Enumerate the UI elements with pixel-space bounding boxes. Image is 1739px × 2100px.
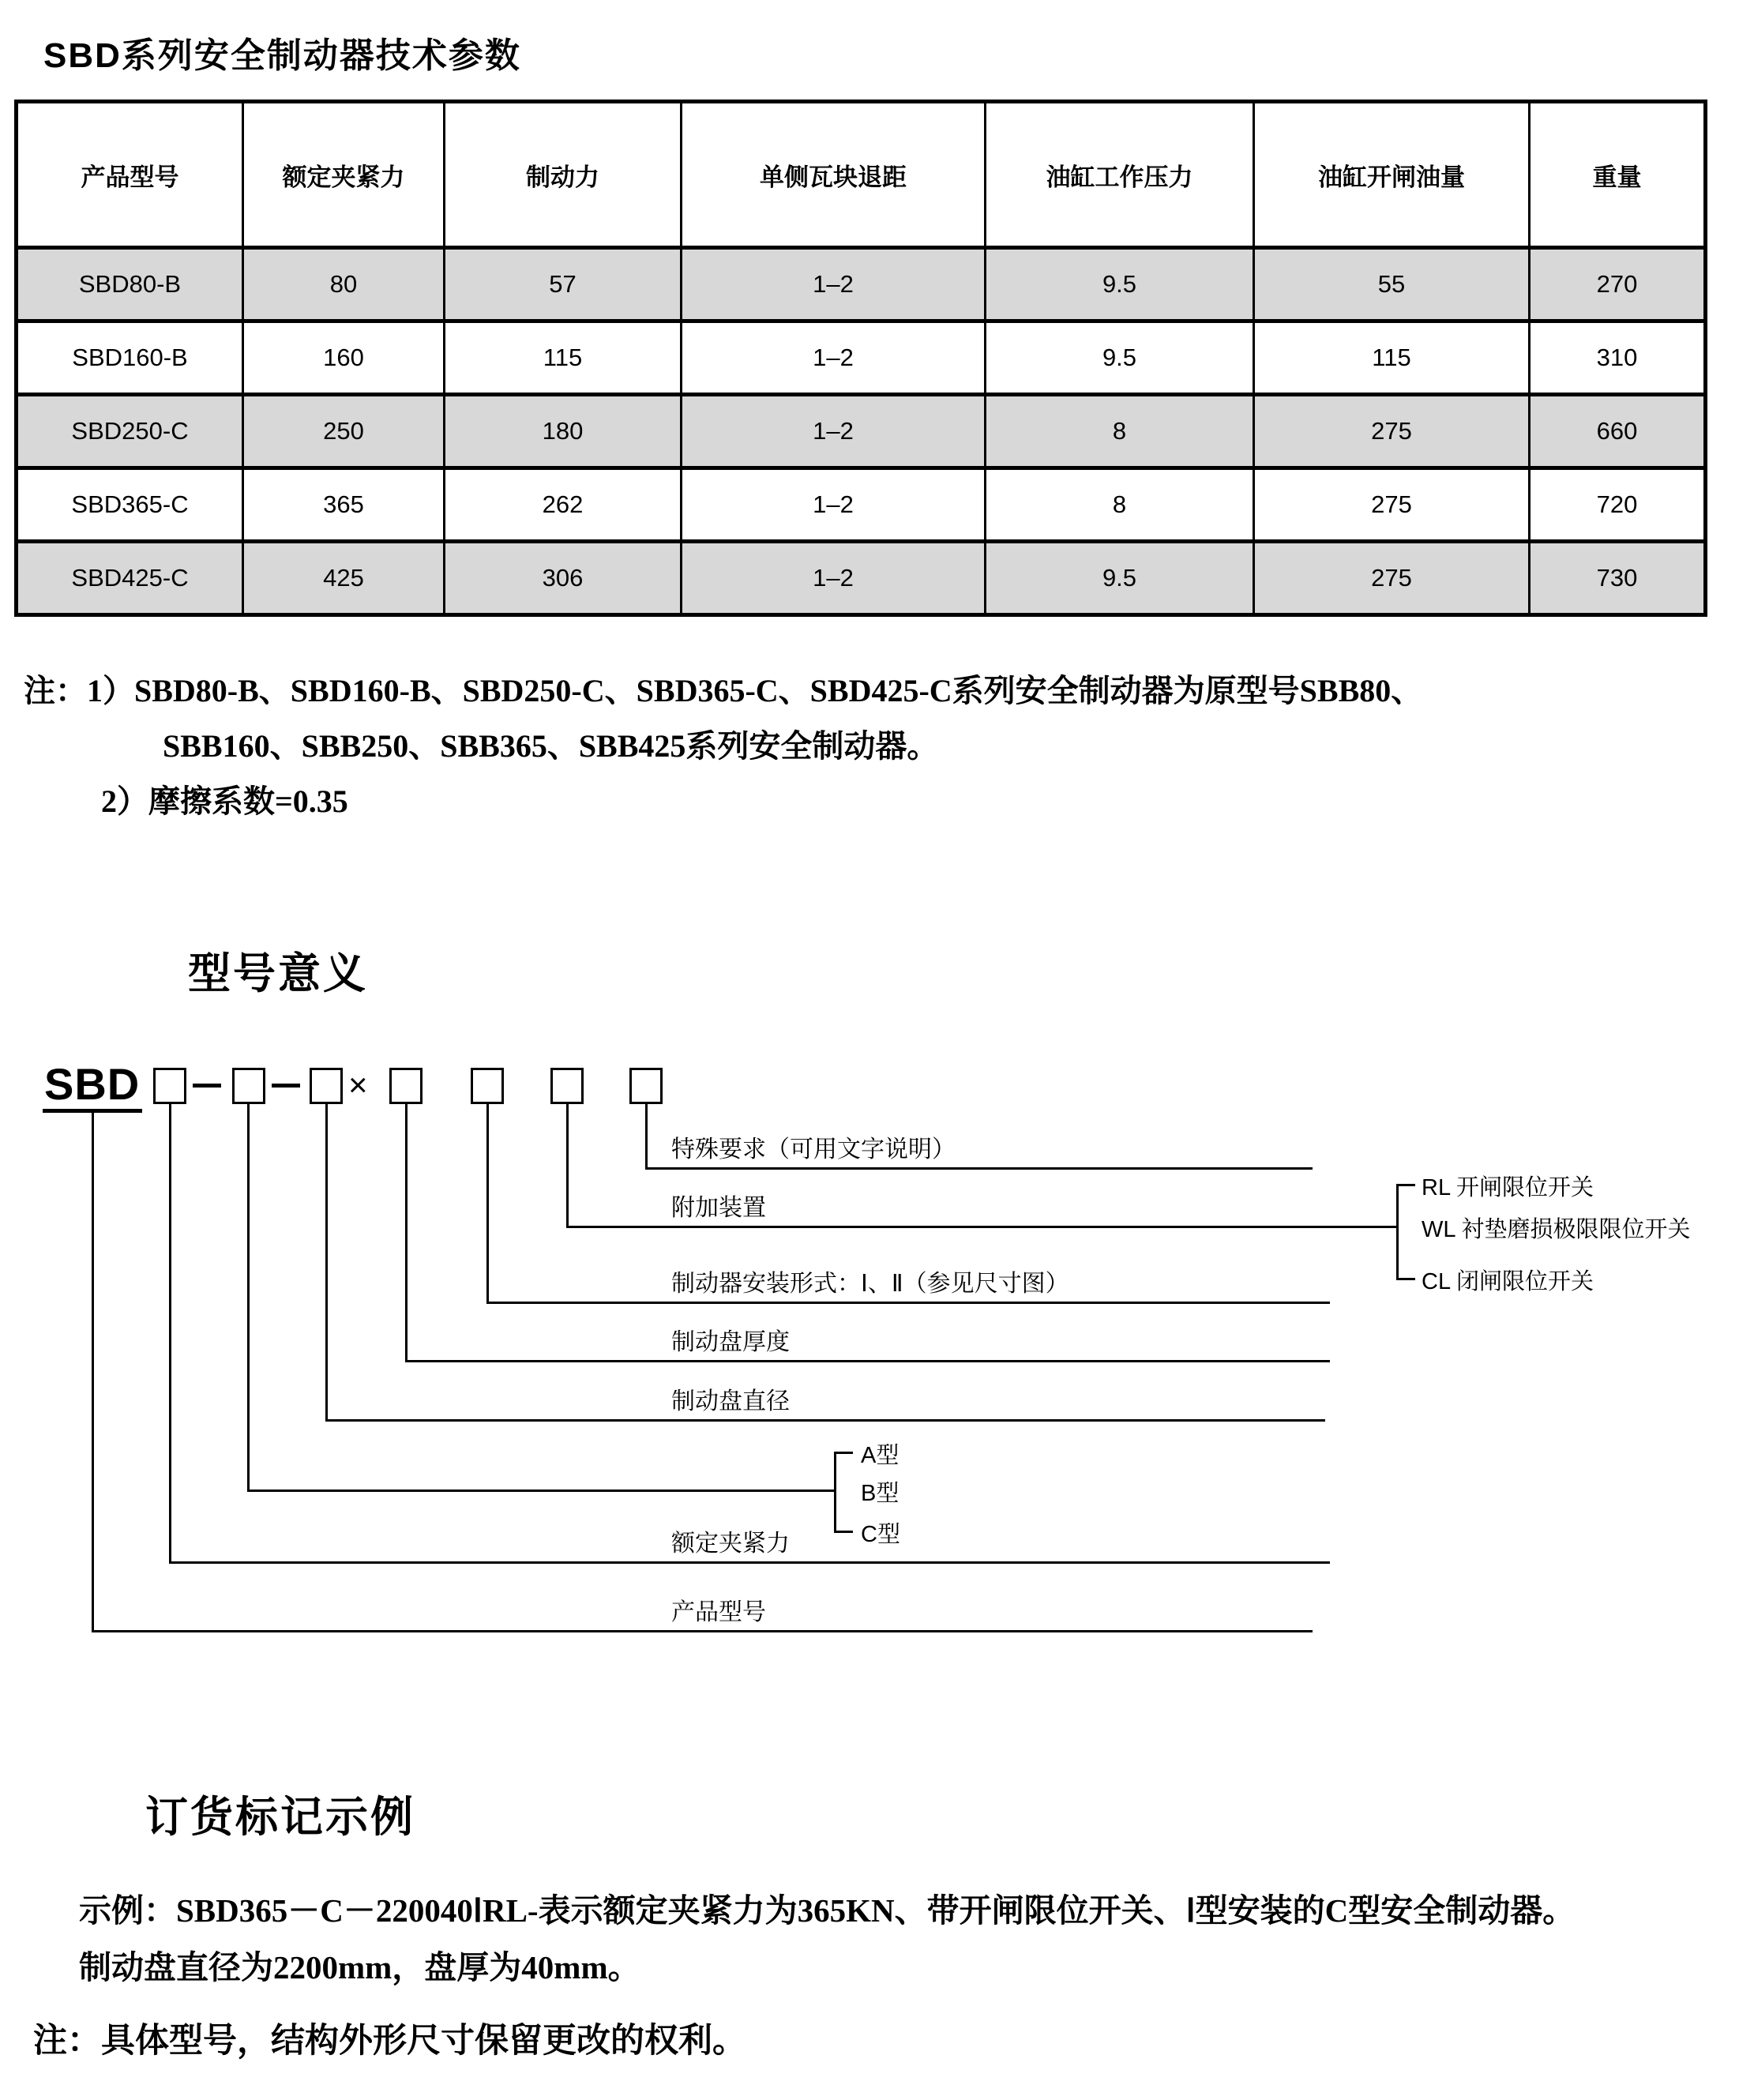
label-thickness: 制动盘厚度	[671, 1329, 790, 1355]
label-type-a: A型	[861, 1443, 900, 1468]
table-cell: 180	[445, 395, 682, 468]
table-cell: SBD250-C	[17, 395, 243, 468]
drop-line-clamping-force	[169, 1102, 171, 1563]
multiply-sign: ×	[348, 1066, 368, 1103]
table-cell: 365	[243, 468, 445, 542]
label-line-product	[92, 1630, 1313, 1632]
label-line-special	[645, 1167, 1313, 1170]
label-switch-wl: WL 衬垫磨损极限限位开关	[1422, 1217, 1691, 1242]
code-dash-2	[272, 1084, 300, 1088]
page-title: SBD系列安全制动器技术参数	[43, 36, 521, 75]
footer-note: 注：具体型号，结构外形尺寸保留更改的权利。	[33, 2023, 746, 2060]
label-product: 产品型号	[671, 1599, 766, 1625]
type-tick-a	[834, 1452, 853, 1454]
table-cell: 57	[445, 248, 682, 321]
table-note-line1: 注：1）SBD80-B、SBD160-B、SBD250-C、SBD365-C、SBD425-C系列安全制动器为原型号SBB80、	[24, 673, 1423, 708]
drop-line-special	[645, 1102, 648, 1169]
table-cell: 310	[1530, 321, 1706, 395]
spec-table	[14, 100, 1707, 617]
header-cell: 制动力	[445, 102, 682, 248]
table-cell: SBD425-C	[17, 542, 243, 615]
header-cell: 额定夹紧力	[243, 102, 445, 248]
table-cell: 1–2	[682, 321, 986, 395]
table-cell: 9.5	[986, 321, 1254, 395]
table-cell: 160	[243, 321, 445, 395]
switch-tick-cl	[1396, 1278, 1415, 1280]
table-cell: 80	[243, 248, 445, 321]
table-row	[17, 468, 1706, 542]
table-cell: 115	[445, 321, 682, 395]
table-row	[17, 321, 1706, 395]
code-box-4	[389, 1068, 423, 1104]
label-type-b: B型	[861, 1481, 900, 1506]
code-box-3	[310, 1068, 343, 1104]
table-cell: 270	[1530, 248, 1706, 321]
label-line-mounting	[486, 1302, 1330, 1304]
table-cell: 720	[1530, 468, 1706, 542]
table-cell: 660	[1530, 395, 1706, 468]
table-note-line3: 2）摩擦系数=0.35	[101, 783, 348, 819]
table-cell: 8	[986, 468, 1254, 542]
label-line-clamping	[169, 1561, 1330, 1564]
table-cell: 9.5	[986, 248, 1254, 321]
label-line-type	[247, 1490, 836, 1492]
ordering-example-line1: 示例：SBD365－C－220040ⅠRL-表示额定夹紧力为365KN、带开闸限位开关、Ⅰ型安装的C型安全制动器。	[79, 1892, 1576, 1929]
drop-line-product-model	[92, 1113, 94, 1632]
table-cell: 115	[1254, 321, 1530, 395]
table-cell: 262	[445, 468, 682, 542]
label-line-diameter	[325, 1419, 1325, 1422]
header-cell: 产品型号	[17, 102, 243, 248]
label-mounting: 制动器安装形式：Ⅰ、Ⅱ（参见尺寸图）	[671, 1271, 1069, 1297]
table-cell: 1–2	[682, 542, 986, 615]
table-cell: 8	[986, 395, 1254, 468]
table-cell: 275	[1254, 542, 1530, 615]
model-prefix: SBD	[44, 1059, 141, 1109]
label-line-additional	[566, 1226, 1398, 1228]
header-cell: 重量	[1530, 102, 1706, 248]
code-dash-1	[193, 1084, 221, 1088]
drop-line-additional	[566, 1102, 569, 1227]
type-tick-c	[834, 1531, 853, 1533]
table-cell: 1–2	[682, 468, 986, 542]
table-cell: SBD365-C	[17, 468, 243, 542]
table-cell: 730	[1530, 542, 1706, 615]
code-box-1	[153, 1068, 186, 1104]
label-additional: 附加装置	[671, 1195, 766, 1221]
header-cell: 油缸开闸油量	[1254, 102, 1530, 248]
switch-bracket-line	[1396, 1184, 1399, 1280]
code-box-6	[550, 1068, 584, 1104]
table-cell: 1–2	[682, 248, 986, 321]
drop-line-disc-thickness	[405, 1102, 408, 1362]
type-bracket-line	[834, 1452, 836, 1533]
table-cell: SBD160-B	[17, 321, 243, 395]
table-cell: 55	[1254, 248, 1530, 321]
label-switch-rl: RL 开闸限位开关	[1422, 1175, 1594, 1200]
drop-line-disc-diameter	[325, 1102, 328, 1421]
table-row	[17, 395, 1706, 468]
table-cell: 250	[243, 395, 445, 468]
ordering-example-line2: 制动盘直径为2200mm，盘厚为40mm。	[79, 1949, 640, 1985]
table-row	[17, 542, 1706, 615]
header-cell: 单侧瓦块退距	[682, 102, 986, 248]
model-meaning-heading: 型号意义	[188, 950, 368, 997]
table-note-line2: SBB160、SBB250、SBB365、SBB425系列安全制动器。	[163, 728, 939, 764]
label-switch-cl: CL 闭闸限位开关	[1422, 1269, 1594, 1294]
table-cell: 275	[1254, 395, 1530, 468]
label-clamping: 额定夹紧力	[671, 1531, 790, 1557]
table-cell: 425	[243, 542, 445, 615]
table-row	[17, 248, 1706, 321]
table-cell: SBD80-B	[17, 248, 243, 321]
code-box-5	[471, 1068, 504, 1104]
header-cell: 油缸工作压力	[986, 102, 1254, 248]
table-cell: 9.5	[986, 542, 1254, 615]
ordering-heading: 订货标记示例	[145, 1794, 415, 1841]
table-cell: 275	[1254, 468, 1530, 542]
label-special: 特殊要求（可用文字说明）	[671, 1136, 956, 1163]
drop-line-mounting	[486, 1102, 489, 1303]
header-row	[17, 102, 1706, 248]
table-cell: 306	[445, 542, 682, 615]
table-cell: 1–2	[682, 395, 986, 468]
label-type-c: C型	[861, 1522, 900, 1547]
label-line-thickness	[405, 1360, 1330, 1362]
code-box-2	[232, 1068, 265, 1104]
code-box-7	[629, 1068, 663, 1104]
label-diameter: 制动盘直径	[671, 1388, 790, 1414]
switch-tick-rl	[1396, 1184, 1415, 1186]
drop-line-type	[247, 1102, 250, 1491]
